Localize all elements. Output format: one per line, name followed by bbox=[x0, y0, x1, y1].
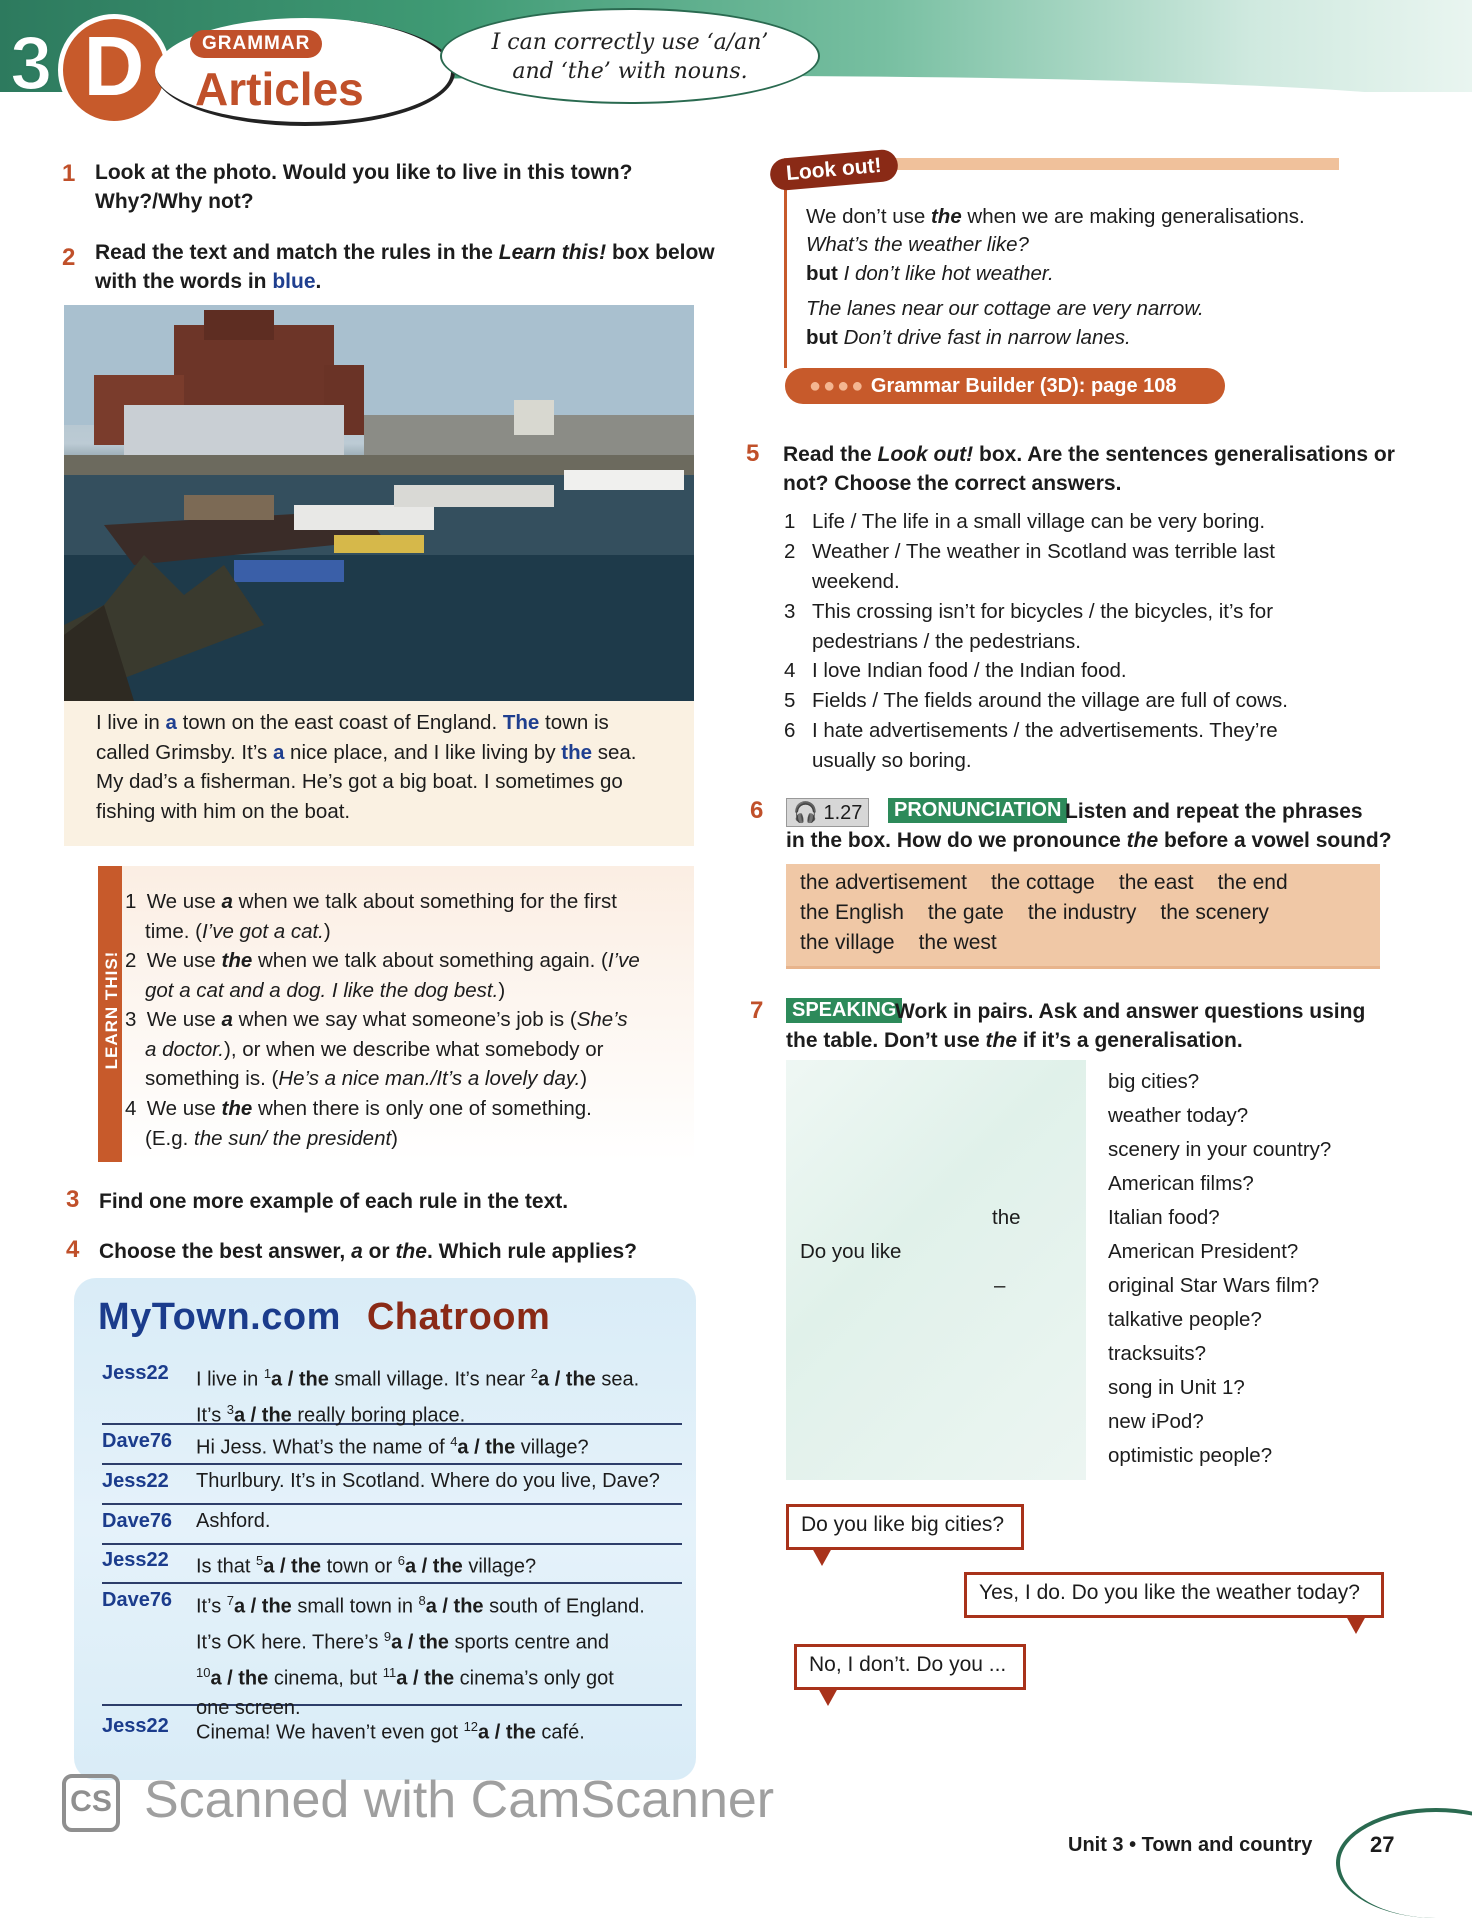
exercise-number: 4 bbox=[66, 1236, 80, 1263]
chat-row bbox=[102, 1507, 682, 1545]
learn-rule-2: 2 We use the when we talk about something again. (I’ve got a cat and a dog. I like the dog best.) bbox=[125, 949, 640, 1002]
learn-this-label: LEARN THIS! bbox=[102, 950, 121, 1070]
lesson-letter: D bbox=[83, 19, 145, 113]
exercise-6-instruction-b: in the box. How do we pronounce the before a vowel sound? bbox=[786, 829, 1392, 852]
headphones-icon: 🎧 bbox=[793, 802, 818, 824]
phrase: the advertisement bbox=[800, 871, 967, 894]
phrase: the gate bbox=[927, 901, 1004, 924]
phrase: the scenery bbox=[1160, 901, 1269, 924]
phrase-line bbox=[800, 928, 1021, 958]
table-item: song in Unit 1? bbox=[1108, 1376, 1245, 1399]
phrase: the English bbox=[800, 901, 904, 924]
dots-icon: ●●●● bbox=[809, 375, 866, 397]
table-background bbox=[786, 1060, 1086, 1480]
page-title: Articles bbox=[195, 63, 364, 115]
chat-row bbox=[102, 1427, 682, 1465]
table-item: big cities? bbox=[1108, 1070, 1200, 1093]
chat-username: Jess22 bbox=[102, 1715, 169, 1737]
exercise-number: 6 bbox=[750, 797, 764, 824]
table-item: optimistic people? bbox=[1108, 1444, 1273, 1467]
chat-row bbox=[102, 1359, 682, 1425]
chat-row bbox=[102, 1546, 682, 1584]
chat-message: It’s $^7$a / the small town in $^8$a / the south of England. It’s OK here. There’s $^9$a / the sports centre and $^{10}$a / the cinema, but $^{11}$a / the cinema’s only got one screen. bbox=[196, 1593, 645, 1720]
phrase-line bbox=[800, 868, 1312, 898]
look-out-example: What’s the weather like? bbox=[806, 233, 1029, 256]
speech-tail bbox=[812, 1548, 832, 1566]
chat-message: Cinema! We haven’t even got $^{12}$a / the café. bbox=[196, 1719, 585, 1744]
page-number: 27 bbox=[1370, 1832, 1395, 1857]
phrase: the industry bbox=[1027, 901, 1137, 924]
look-out-line: but I don’t like hot weather. bbox=[806, 262, 1054, 285]
harbour-illustration bbox=[64, 305, 694, 701]
table-item: Italian food? bbox=[1108, 1206, 1220, 1229]
phrase: the end bbox=[1217, 871, 1288, 894]
table-item: weather today? bbox=[1108, 1104, 1249, 1127]
table-item: American films? bbox=[1108, 1172, 1254, 1195]
page-number-frame bbox=[1336, 1808, 1472, 1918]
speech-bubble-3: No, I don’t. Do you ... bbox=[794, 1644, 1026, 1690]
phrase-line bbox=[800, 898, 1293, 928]
chat-username: Jess22 bbox=[102, 1470, 169, 1492]
exercise-4-instruction: Choose the best answer, a or the. Which rule applies? bbox=[99, 1240, 637, 1263]
exercise-7-instruction-b: the table. Don’t use the if it’s a generalisation. bbox=[786, 1029, 1243, 1052]
exercise-7-instruction-a: Work in pairs. Ask and answer questions using bbox=[895, 1000, 1366, 1023]
exercise-5-item: 2 Weather / The weather in Scotland was terrible last weekend. bbox=[784, 540, 1276, 593]
look-out-line: but Don’t drive fast in narrow lanes. bbox=[806, 326, 1131, 349]
chat-username: Dave76 bbox=[102, 1589, 173, 1611]
phrase: the village bbox=[800, 931, 895, 954]
exercise-number: 7 bbox=[750, 997, 764, 1024]
learn-rule-1: 1 We use a when we talk about something for the first time. (I’ve got a cat.) bbox=[125, 890, 617, 943]
exercise-number: 5 bbox=[746, 440, 760, 467]
look-out-example: The lanes near our cottage are very narrow. bbox=[806, 297, 1204, 320]
harbour-photo bbox=[64, 305, 694, 701]
table-item: tracksuits? bbox=[1108, 1342, 1206, 1365]
learn-rule-4: 4 We use the when there is only one of something. (E.g. the sun/ the president) bbox=[125, 1097, 592, 1150]
watermark-text: Scanned with CamScanner bbox=[144, 1771, 775, 1829]
exercise-5-instruction: Read the Look out! box. Are the sentences generalisations or not? Choose the correct answers. bbox=[783, 443, 1395, 495]
exercise-6-instruction-a: Listen and repeat the phrases bbox=[1065, 800, 1363, 823]
exercise-number: 1 bbox=[62, 160, 76, 187]
phrase: the west bbox=[918, 931, 997, 954]
chatroom-title: MyTown.com Chatroom bbox=[98, 1296, 551, 1338]
table-col-2-dash: – bbox=[994, 1274, 1006, 1297]
exercise-5-item: 1 Life / The life in a small village can be very boring. bbox=[784, 510, 1266, 533]
audio-track[interactable]: 🎧 1.27 bbox=[786, 798, 869, 827]
speech-bubble-2: Yes, I do. Do you like the weather today? bbox=[964, 1572, 1384, 1618]
table-item: talkative people? bbox=[1108, 1308, 1262, 1331]
look-out-line: We don’t use the when we are making generalisations. bbox=[806, 205, 1305, 228]
exercise-1-instruction: Look at the photo. Would you like to live in this town? Why?/Why not? bbox=[95, 161, 633, 213]
chat-message: Hi Jess. What’s the name of $^4$a / the village? bbox=[196, 1434, 589, 1459]
chat-username: Dave76 bbox=[102, 1430, 173, 1452]
unit-number: 3 bbox=[10, 21, 53, 106]
section-tag: GRAMMAR bbox=[190, 30, 322, 58]
table-item: original Star Wars film? bbox=[1108, 1274, 1320, 1297]
chat-message: Ashford. bbox=[196, 1510, 271, 1532]
footer-unit: Unit 3 • Town and country bbox=[1068, 1834, 1313, 1856]
camscanner-logo: CS bbox=[62, 1774, 120, 1832]
exercise-5-item: 5 Fields / The fields around the village are full of cows. bbox=[784, 689, 1288, 712]
reading-text: I live in a town on the east coast of England. The town is called Grimsby. It’s a nice place, and I like living by the sea. My dad’s a fisherman. He’s got a big boat. I sometimes go fishing with him on the boat. bbox=[96, 711, 637, 823]
chat-username: Jess22 bbox=[102, 1549, 169, 1571]
chat-message: Thurlbury. It’s in Scotland. Where do you live, Dave? bbox=[196, 1470, 660, 1492]
speaking-tag: SPEAKING bbox=[786, 998, 902, 1023]
table-col-2-the: the bbox=[992, 1206, 1021, 1229]
chat-row bbox=[102, 1712, 682, 1748]
chat-username: Jess22 bbox=[102, 1362, 169, 1384]
chat-message: Is that $^5$a / the town or $^6$a / the village? bbox=[196, 1553, 537, 1578]
chat-row bbox=[102, 1586, 682, 1720]
table-item: scenery in your country? bbox=[1108, 1138, 1332, 1161]
chat-message: I live in $^1$a / the small village. It’s near $^2$a / the sea. It’s $^3$a / the really boring place. bbox=[196, 1366, 640, 1427]
exercise-number: 3 bbox=[66, 1186, 80, 1213]
speech-bubble-1: Do you like big cities? bbox=[786, 1504, 1024, 1550]
pronunciation-tag: PRONUNCIATION bbox=[888, 798, 1067, 823]
table-col-1: Do you like bbox=[800, 1240, 902, 1263]
can-do-statement: I can correctly use ‘a/an’ and ‘the’ with nouns. bbox=[491, 30, 769, 84]
grammar-builder-link[interactable]: ●●●● Grammar Builder (3D): page 108 bbox=[785, 368, 1225, 404]
table-item: American President? bbox=[1108, 1240, 1299, 1263]
exercise-number: 2 bbox=[62, 244, 76, 271]
exercise-2-instruction: Read the text and match the rules in the Learn this! box below with the words in blue. bbox=[95, 241, 715, 293]
exercise-5-item: 6 I hate advertisements / the advertisements. They’re usually so boring. bbox=[784, 719, 1278, 772]
speech-tail bbox=[818, 1688, 838, 1706]
exercise-5-item: 3 This crossing isn’t for bicycles / the bicycles, it’s for pedestrians / the pedestrians. bbox=[784, 600, 1274, 653]
chat-username: Dave76 bbox=[102, 1510, 173, 1532]
phrase: the cottage bbox=[990, 871, 1095, 894]
table-item: new iPod? bbox=[1108, 1410, 1204, 1433]
exercise-5-item: 4 I love Indian food / the Indian food. bbox=[784, 659, 1127, 682]
learn-rule-3: 3 We use a when we say what someone’s job is (She’s a doctor.), or when we describe what somebody or something is. (He’s a nice man./It’s a lovely day.) bbox=[125, 1008, 628, 1090]
phrase: the east bbox=[1118, 871, 1194, 894]
look-out-tag: Look out! bbox=[769, 148, 899, 191]
speech-tail bbox=[1346, 1616, 1366, 1634]
exercise-3-instruction: Find one more example of each rule in the text. bbox=[99, 1190, 569, 1213]
chat-row bbox=[102, 1467, 682, 1505]
